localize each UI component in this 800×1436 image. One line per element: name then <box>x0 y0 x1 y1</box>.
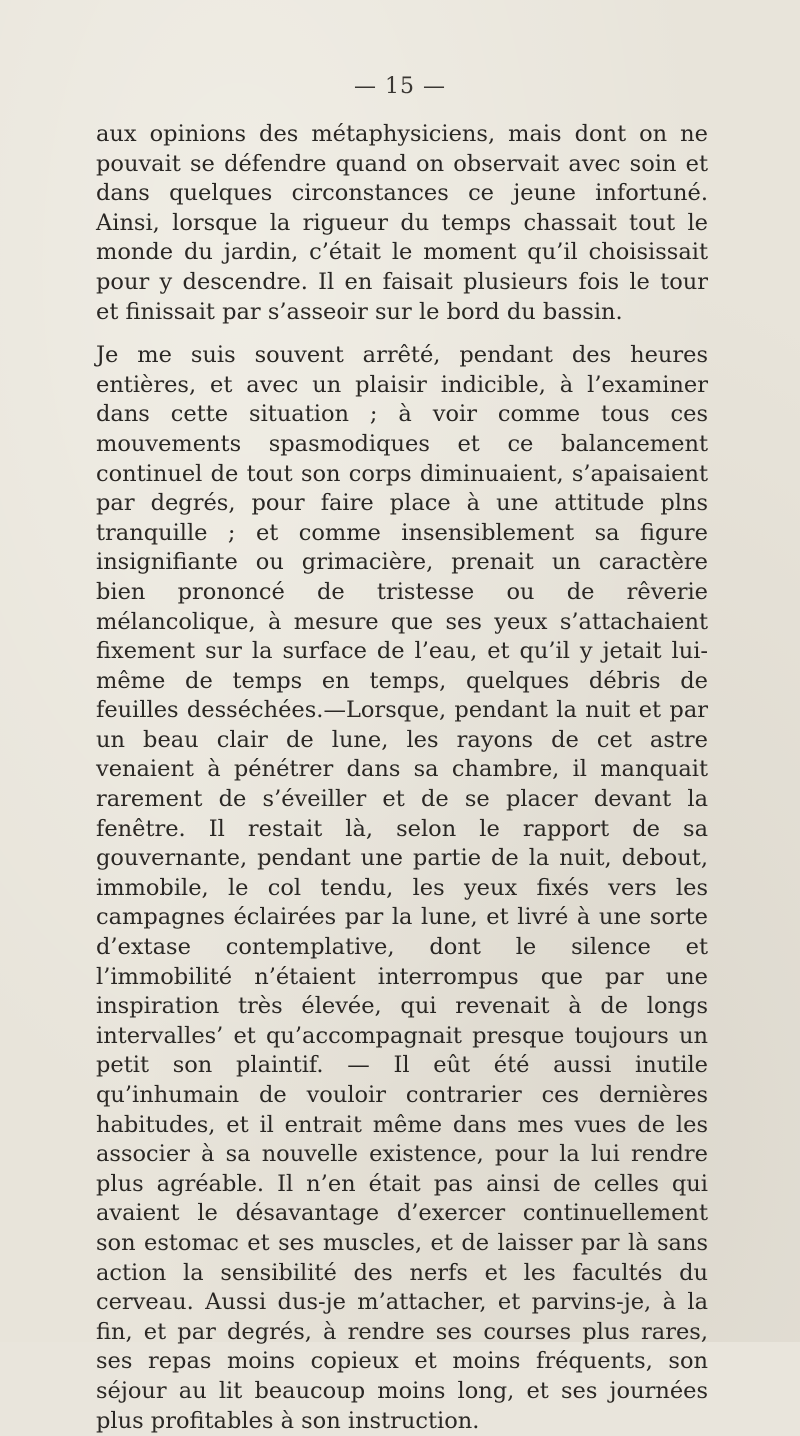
body-text <box>96 120 708 1436</box>
page-number-header: — 15 — <box>354 74 446 99</box>
paragraph-1: aux opinions des métaphysiciens, mais dont on ne pouvait se défendre quand on observait avec soin et dans quelques circonstances ce jeune infortuné. Ainsi, lorsque la rigueur du temps chassait tout le monde du jardin, c’était le moment qu’il choisissait pour y descendre. Il en faisait plusieurs fois le tour et finissait par s’asseoir sur le bord du bassin. <box>96 121 708 325</box>
paragraph-2: Je me suis souvent arrêté, pendant des heures entières, et avec un plaisir indicible, à l’examiner dans cette situation ; à voir comme tous ces mouvements spasmodiques et ce balancement continuel de tout son corps diminuaient, s’apaisaient par degrés, pour faire place à une attitude plns tranquille ; et comme insensiblement sa figure insignifiante ou grimacière, prenait un caractère bien prononcé de tristesse ou de rêverie mélancolique, à mesure que ses yeux s’attachaient fixement sur la surface de l’eau, et qu’il y jetait lui-même de temps en temps, quelques débris de feuilles desséchées.—Lorsque, pendant la nuit et par un beau clair de lune, les rayons de cet astre venaient à pénétrer dans sa chambre, il manquait rarement de s’éveiller et de se placer devant la fenêtre. Il restait là, selon le rapport de sa gouvernante, pendant une partie de la nuit, debout, immobile, le col tendu, les yeux fixés vers les campagnes éclairées par la lune, et livré à une sorte d’extase contemplative, dont le silence et l’immobilité n’étaient interrompus que par une inspiration très élevée, qui revenait à de longs intervalles’ et qu’accompagnait presque toujours un petit son plaintif. — Il eût été aussi inutile qu’inhumain de vouloir contrarier ces dernières habitudes, et il entrait même dans mes vues de les associer à sa nouvelle existence, pour la lui rendre plus agréable. Il n’en était pas ainsi de celles qui avaient le désavantage d’exercer continuellement son estomac et ses muscles, et de laisser par là sans action la sensibilité des nerfs et les facultés du cerveau. Aussi dus-je m’attacher, et parvins-je, à la fin, et par degrés, à rendre ses courses plus rares, ses repas moins copieux et moins fréquents, son séjour au lit beaucoup moins long, et ses journées plus profitables à son instruction. <box>96 342 708 1434</box>
